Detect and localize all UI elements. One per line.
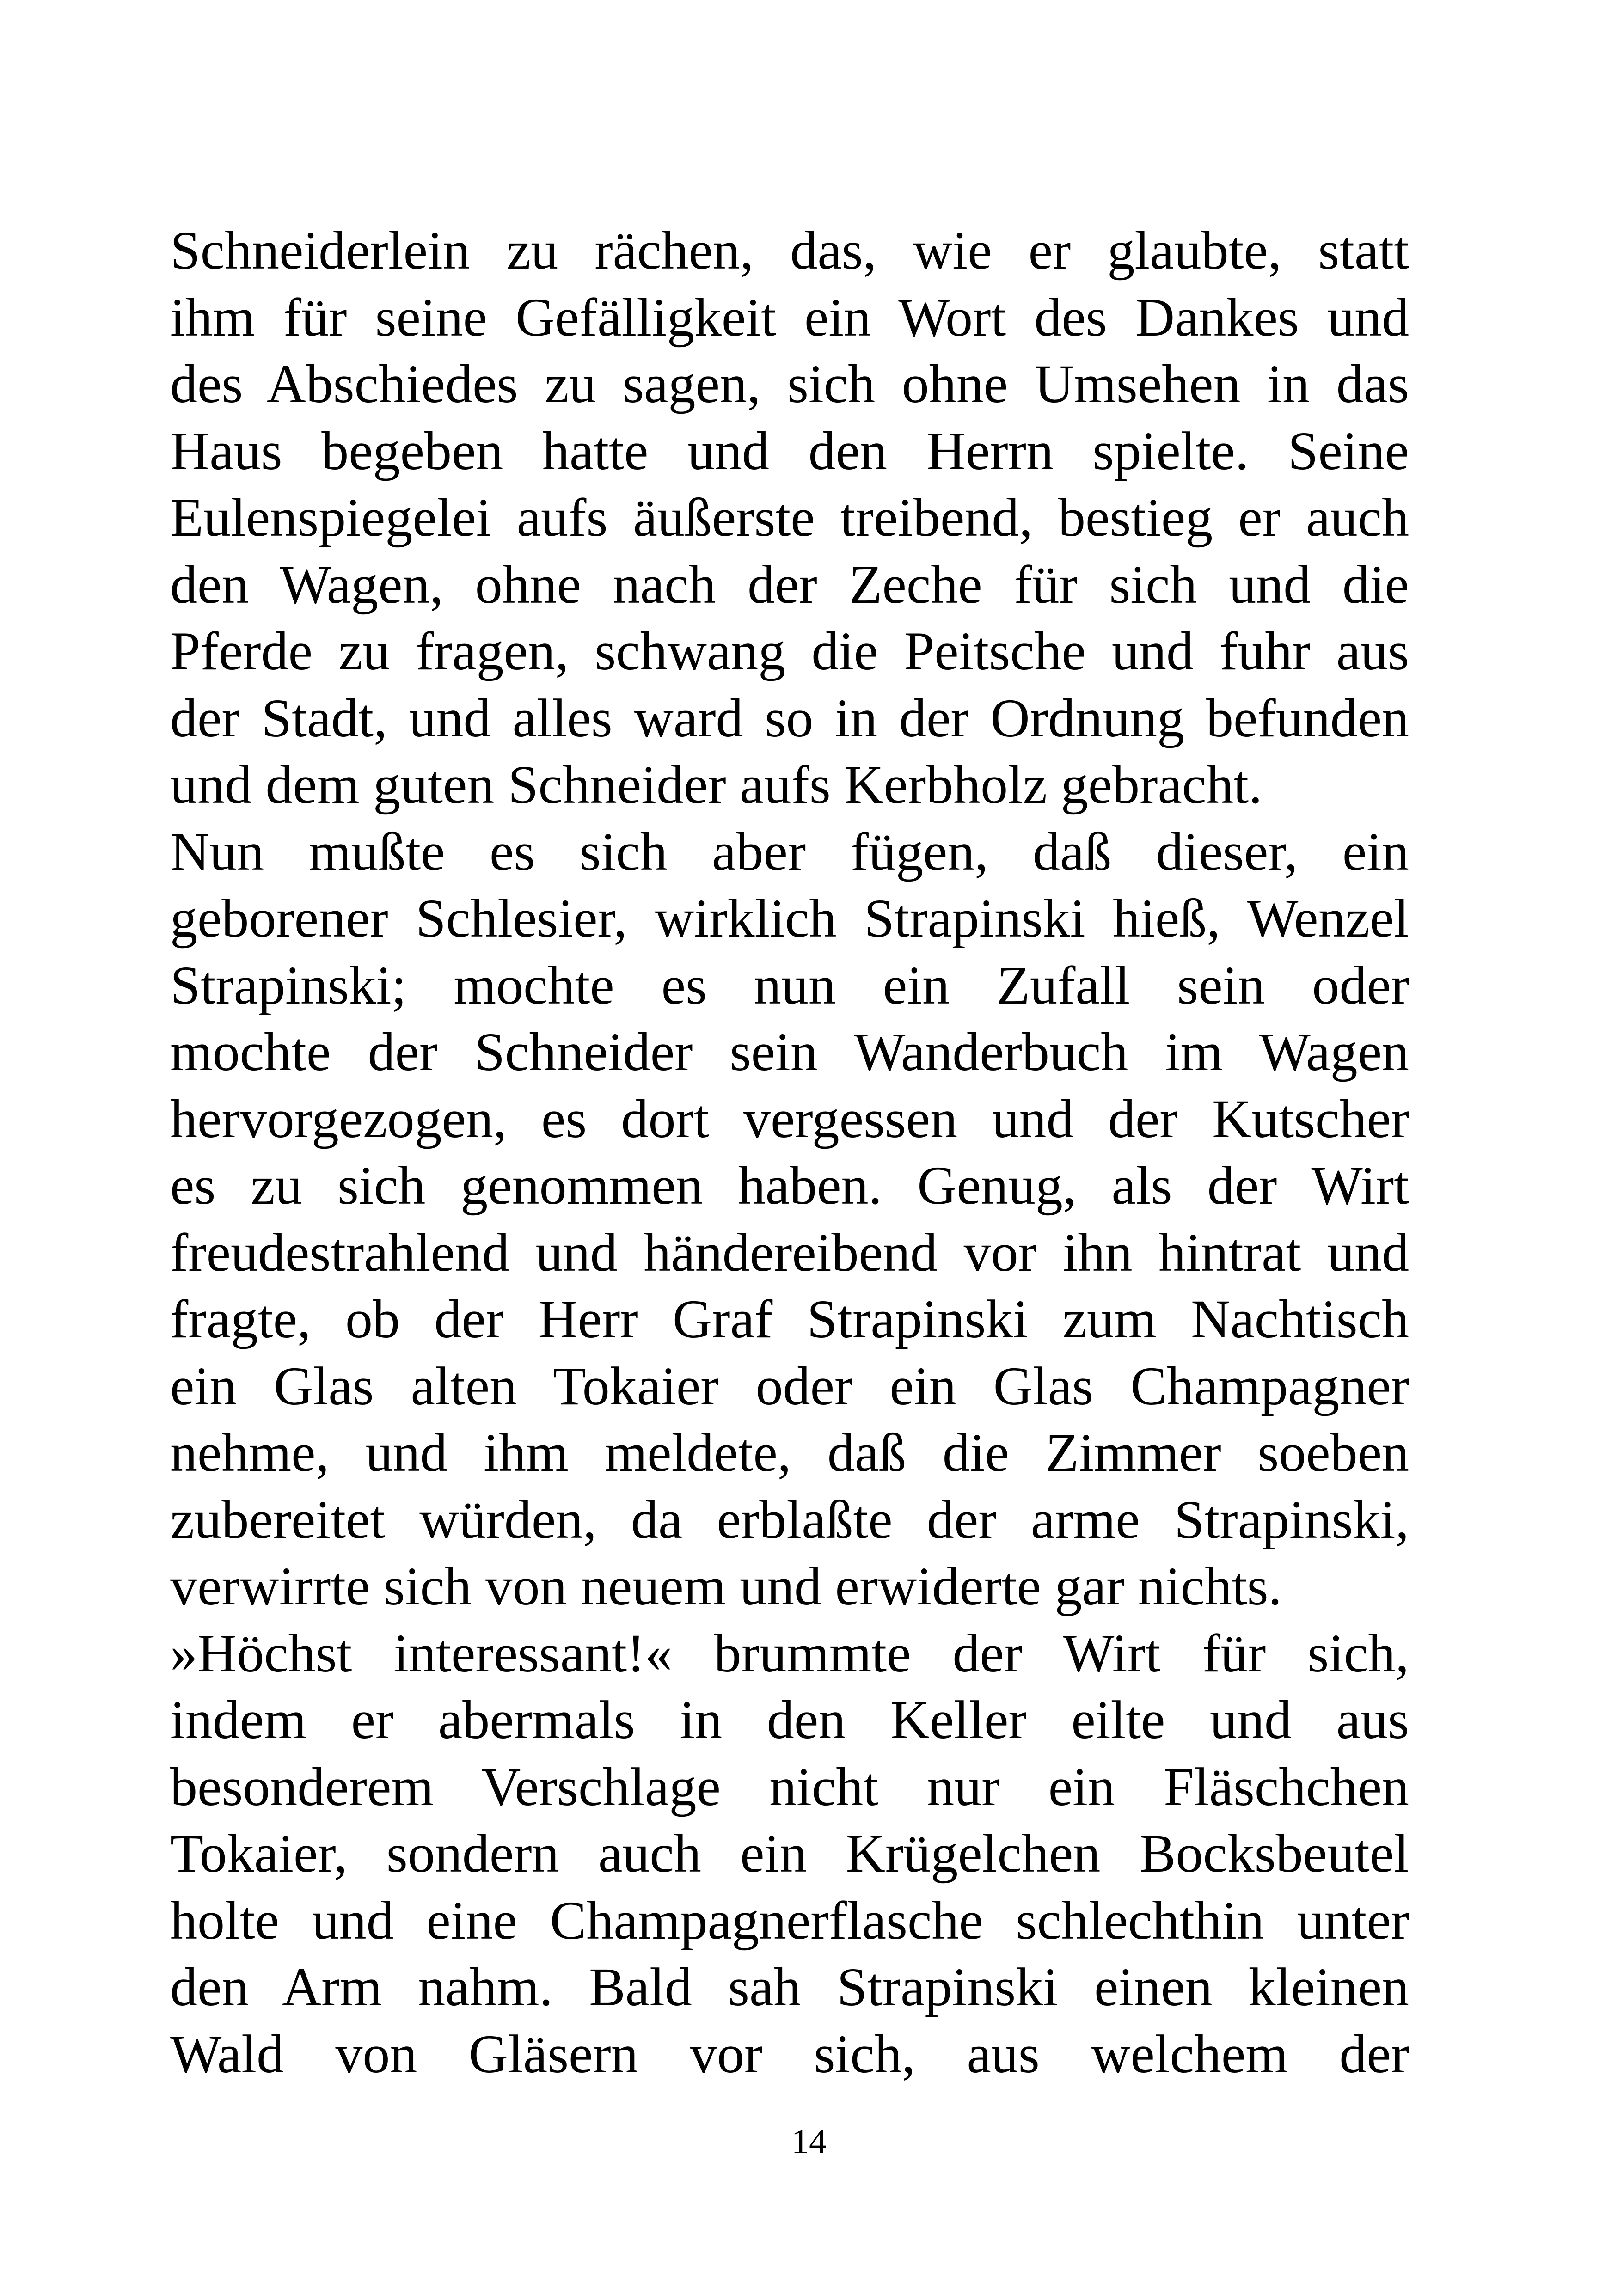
- text-line: indem er abermals in den Keller eilte und aus: [170, 1690, 1409, 1750]
- body-text: [170, 217, 1409, 2088]
- text-line: Strapinski; mochte es nun ein Zufall sein oder: [170, 955, 1409, 1016]
- text-line: der Stadt, und alles ward so in der Ordnung befunden: [170, 687, 1409, 748]
- text-line: besonderem Verschlage nicht nur ein Fläschchen: [170, 1756, 1409, 1817]
- text-line: Haus begeben hatte und den Herrn spielte. Seine: [170, 420, 1409, 481]
- text-line: ein Glas alten Tokaier oder ein Glas Champagner: [170, 1355, 1409, 1416]
- text-line: Tokaier, sondern auch ein Krügelchen Bocksbeutel: [170, 1823, 1409, 1884]
- text-line: nehme, und ihm meldete, daß die Zimmer soeben: [170, 1422, 1409, 1483]
- text-line: verwirrte sich von neuem und erwiderte gar nichts.: [170, 1556, 1282, 1616]
- text-line: geborener Schlesier, wirklich Strapinski hieß, Wenzel: [170, 888, 1409, 949]
- text-line: freudestrahlend und händereibend vor ihn hintrat und: [170, 1222, 1409, 1283]
- text-line: Nun mußte es sich aber fügen, daß dieser, ein: [170, 821, 1409, 882]
- text-line: Schneiderlein zu rächen, das, wie er glaubte, statt: [170, 220, 1409, 281]
- text-line: »Höchst interessant!« brummte der Wirt für sich,: [170, 1623, 1409, 1684]
- page-number: 14: [791, 2122, 827, 2161]
- text-line: holte und eine Champagnerflasche schlechthin unter: [170, 1890, 1409, 1951]
- text-line: zubereitet würden, da erblaßte der arme Strapinski,: [170, 1489, 1409, 1550]
- text-line: des Abschiedes zu sagen, sich ohne Umsehen in das: [170, 354, 1409, 414]
- text-line: Wald von Gläsern vor sich, aus welchem der: [170, 2023, 1409, 2084]
- text-line: den Wagen, ohne nach der Zeche für sich und die: [170, 554, 1409, 615]
- text-line: Pferde zu fragen, schwang die Peitsche und fuhr aus: [170, 621, 1409, 681]
- text-line: hervorgezogen, es dort vergessen und der Kutscher: [170, 1088, 1409, 1149]
- text-line: fragte, ob der Herr Graf Strapinski zum Nachtisch: [170, 1289, 1409, 1349]
- text-line: den Arm nahm. Bald sah Strapinski einen kleinen: [170, 1957, 1409, 2017]
- text-line: ihm für seine Gefälligkeit ein Wort des Dankes und: [170, 287, 1409, 348]
- text-line: und dem guten Schneider aufs Kerbholz gebracht.: [170, 754, 1263, 815]
- text-line: Eulenspiegelei aufs äußerste treibend, bestieg er auch: [170, 487, 1409, 548]
- text-line: es zu sich genommen haben. Genug, als der Wirt: [170, 1155, 1409, 1216]
- text-line: mochte der Schneider sein Wanderbuch im Wagen: [170, 1022, 1409, 1082]
